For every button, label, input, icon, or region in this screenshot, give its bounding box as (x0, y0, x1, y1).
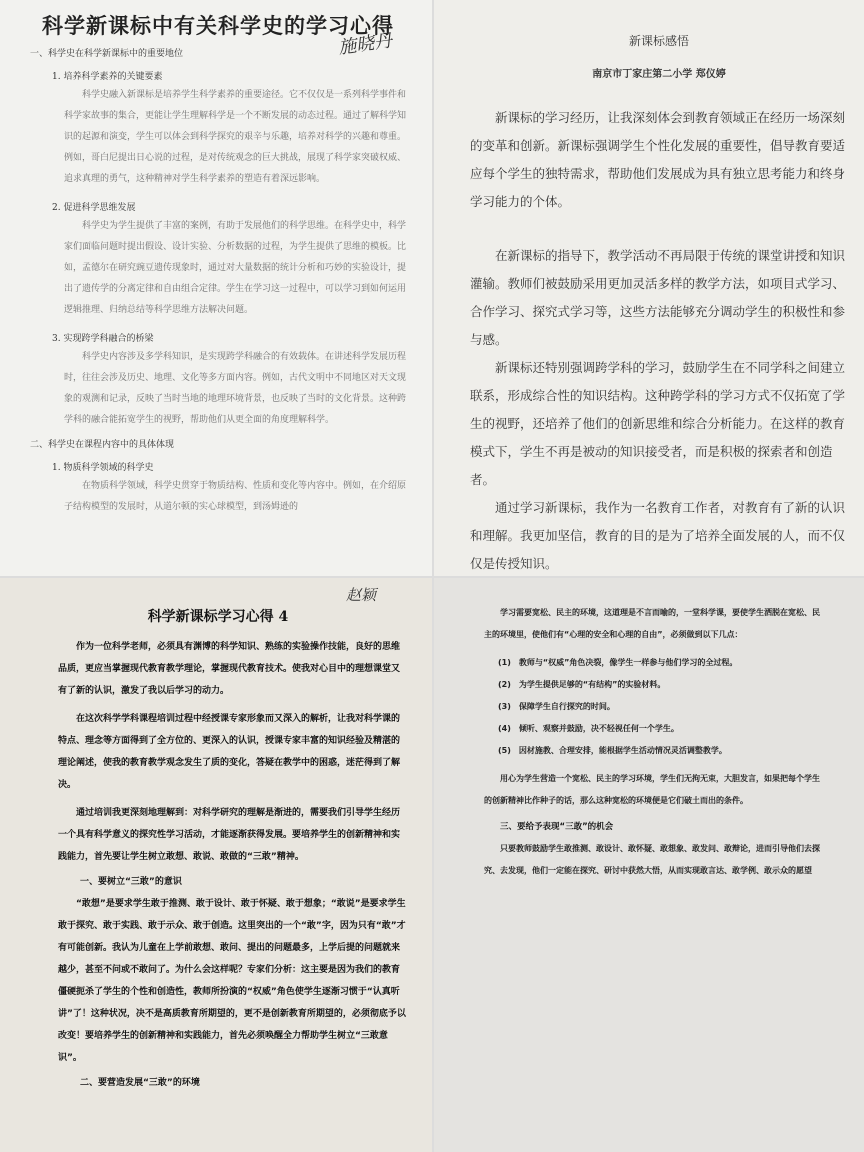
paragraph: 科学史为学生提供了丰富的案例，有助于发展他们的科学思维。在科学史中，科学家们面临问题时提出假设、设计实验、分析数据的过程，为学生提供了思维的模板。比如，孟德尔在研究豌豆遗传现象时，通过对大量数据的统计分析和巧妙的实验设计，提出了遗传学的分离定律和自由组合定律。学生在学习这一过程中，可以学习到如何运用逻辑推理、归纳总结等科学思维方法解决问题。 (64, 221, 407, 315)
document-page-science-history (0, 0, 432, 576)
document-page-study-notes-4 (0, 578, 432, 1152)
subsection-heading: 3. 实现跨学科融合的桥梁 (52, 334, 154, 344)
subsection-heading: 2. 促进科学思维发展 (52, 203, 136, 213)
paragraph: 新课标还特别强调跨学科的学习，鼓励学生在不同学科之间建立联系，形成综合性的知识结构。这种跨学科的学习方式不仅拓宽了学生的视野，还培养了他们的创新思维和综合分析能力。在这样的教育模式下，学生不再是被动的知识接受者，而是积极的探索者和创造者。 (470, 360, 846, 487)
subsection-heading: 1. 培养科学素养的关键要素 (52, 72, 163, 82)
page-title: 新课标感悟 (628, 34, 689, 48)
section-heading: 三、要给予表现“三敢”的机会 (500, 822, 614, 832)
document-page-reflection (434, 0, 864, 576)
paragraph: 科学史融入新课标是培养学生科学素养的重要途径。它不仅仅是一系列科学事件和科学家故事的集合，更能让学生理解科学是一个不断发展的动态过程。通过了解科学知识的起源和演变，学生可以体会到科学探究的艰辛与乐趣，培养对科学的兴趣和尊重。例如，哥白尼提出日心说的过程，是对传统观念的巨大挑战，展现了科学家突破权威、追求真理的勇气，这种精神对学生科学素养的塑造有着深远影响。 (64, 90, 407, 184)
paragraph: 作为一位科学老师，必须具有渊博的科学知识、熟练的实验操作技能，良好的思维品质，更应当掌握现代教育教学理论，掌握现代教育技术。使我对心目中的理想课堂又有了新的认识，激发了我以后学习的动力。 (58, 642, 401, 696)
list-item: (2) 为学生提供足够的“有结构”的实验材料。 (498, 680, 666, 689)
handwritten-signature: 施晓丹 (337, 30, 394, 59)
list-item: (3) 保障学生自行探究的时间。 (498, 702, 615, 711)
section-heading: 一、要树立“三敢”的意识 (80, 877, 182, 887)
paragraph: 科学史内容涉及多学科知识，是实现跨学科融合的有效载体。在讲述科学发展历程时，往往会涉及历史、地理、文化等多方面内容。例如，古代文明中不同地区对天文现象的观测和记录，反映了当时当地的地理环境背景，也反映了当时的文化背景。这种跨学科的融合能拓宽学生的视野，帮助他们从更全面的角度理解科学。 (64, 352, 407, 425)
section-heading: 二、要营造发展“三敢”的环境 (80, 1078, 200, 1088)
paragraph: 学习需要宽松、民主的环境，这道理是不言而喻的，一堂科学课，要使学生洒脱在宽松、民主的环境里，使他们有“心理的安全和心理的自由”，必须做到以下几点： (484, 608, 820, 639)
subsection-heading: 1. 物质科学领域的科学史 (52, 463, 154, 473)
section-heading: 一、科学史在科学新课标中的重要地位 (30, 49, 184, 59)
paragraph: “敢想”是要求学生敢于推测、敢于设计、敢于怀疑、敢于想象；“敢说”是要求学生敢于探究、敢于实践、敢于示众、敢于创造。这里突出的一个“敢”字，因为只有“敢”才有可能创新。我认为儿童在上学前敢想、敢问、提出的问题最多，上学后提的问题就来越少，甚至不问或不敢问了。为什么会这样呢？专家们分析：这主要是因为我们的教育僵硬扼杀了学生的个性和创造性，教师所扮演的“权威”角色使学生逐渐习惯于“认真听讲”了！这种状况，决不是高质教育所期望的，更不是创新教育所期望的，必须彻底予以改变！要培养学生的创新精神和实践能力，首先必须唤醒全力帮助学生树立“三敢意识”。 (58, 899, 406, 1063)
handwritten-signature: 赵颖 (345, 586, 376, 604)
document-page-environment (434, 578, 864, 1152)
paragraph: 用心为学生营造一个宽松、民主的学习环境，学生们无拘无束，大胆发言，如果把每个学生的创新精神比作种子的话，那么这种宽松的环境便是它们破土而出的条件。 (484, 774, 820, 805)
author-line: 南京市丁家庄第二小学 郑仪婷 (592, 69, 726, 80)
page-title: 科学新课标学习心得 4 (147, 609, 289, 625)
page-title: 科学新课标中有关科学史的学习心得 (42, 13, 394, 38)
paragraph: 只要教师鼓励学生敢推测、敢设计、敢怀疑、敢想象、敢发问、敢辩论，进而引导他们去探究、去发现，他们一定能在探究、研讨中获然大悟，从而实现敢言达、敢学例、敢示众的愿望 (484, 844, 820, 875)
paragraph: 在这次科学学科课程培训过程中经授课专家形象而又深入的解析，让我对科学课的特点、理念等方面得到了全方位的、更深入的认识，授课专家丰富的知识经验及精湛的理论阐述，使我的教育教学观念发生了质的变化，答疑在教学中的困惑，迷茫得到了解决。 (58, 714, 401, 790)
numbered-list (484, 652, 820, 762)
paragraph: 通过学习新课标，我作为一名教育工作者，对教育有了新的认识和理解。我更加坚信，教育的目的是为了培养全面发展的人，而不仅仅是传授知识。 (470, 500, 846, 571)
list-item: (1) 教师与“权威”角色决裂，像学生一样参与他们学习的全过程。 (498, 658, 738, 667)
list-item: (4) 倾听、观察并鼓励，决不轻视任何一个学生。 (498, 724, 679, 733)
paragraph: 通过培训我更深刻地理解到：对科学研究的理解是渐进的，需要我们引导学生经历一个具有科学意义的探究性学习活动，才能逐渐获得发展。要培养学生的创新精神和实践能力，首先要让学生树立敢想、敢说、敢做的“三敢”精神。 (58, 808, 401, 862)
section-heading: 二、科学史在课程内容中的具体体现 (30, 440, 175, 450)
list-item: (5) 因材施教、合理安排，能根据学生活动情况灵活调整教学。 (498, 746, 727, 755)
paragraph: 新课标的学习经历，让我深刻体会到教育领域正在经历一场深刻的变革和创新。新课标强调学生个性化发展的重要性，倡导教育要适应每个学生的独特需求，帮助他们发展成为具有独立思考能力和终身学习能力的个体。 (470, 110, 846, 209)
paragraph: 在新课标的指导下，教学活动不再局限于传统的课堂讲授和知识灌输。教师们被鼓励采用更加灵活多样的教学方法，如项目式学习、合作学习、探究式学习等，这些方法能够充分调动学生的积极性和参与感。 (470, 248, 846, 347)
paragraph: 在物质科学领域，科学史贯穿于物质结构、性质和变化等内容中。例如，在介绍原子结构模型的发展时，从道尔顿的实心球模型，到汤姆逊的 (64, 481, 407, 512)
